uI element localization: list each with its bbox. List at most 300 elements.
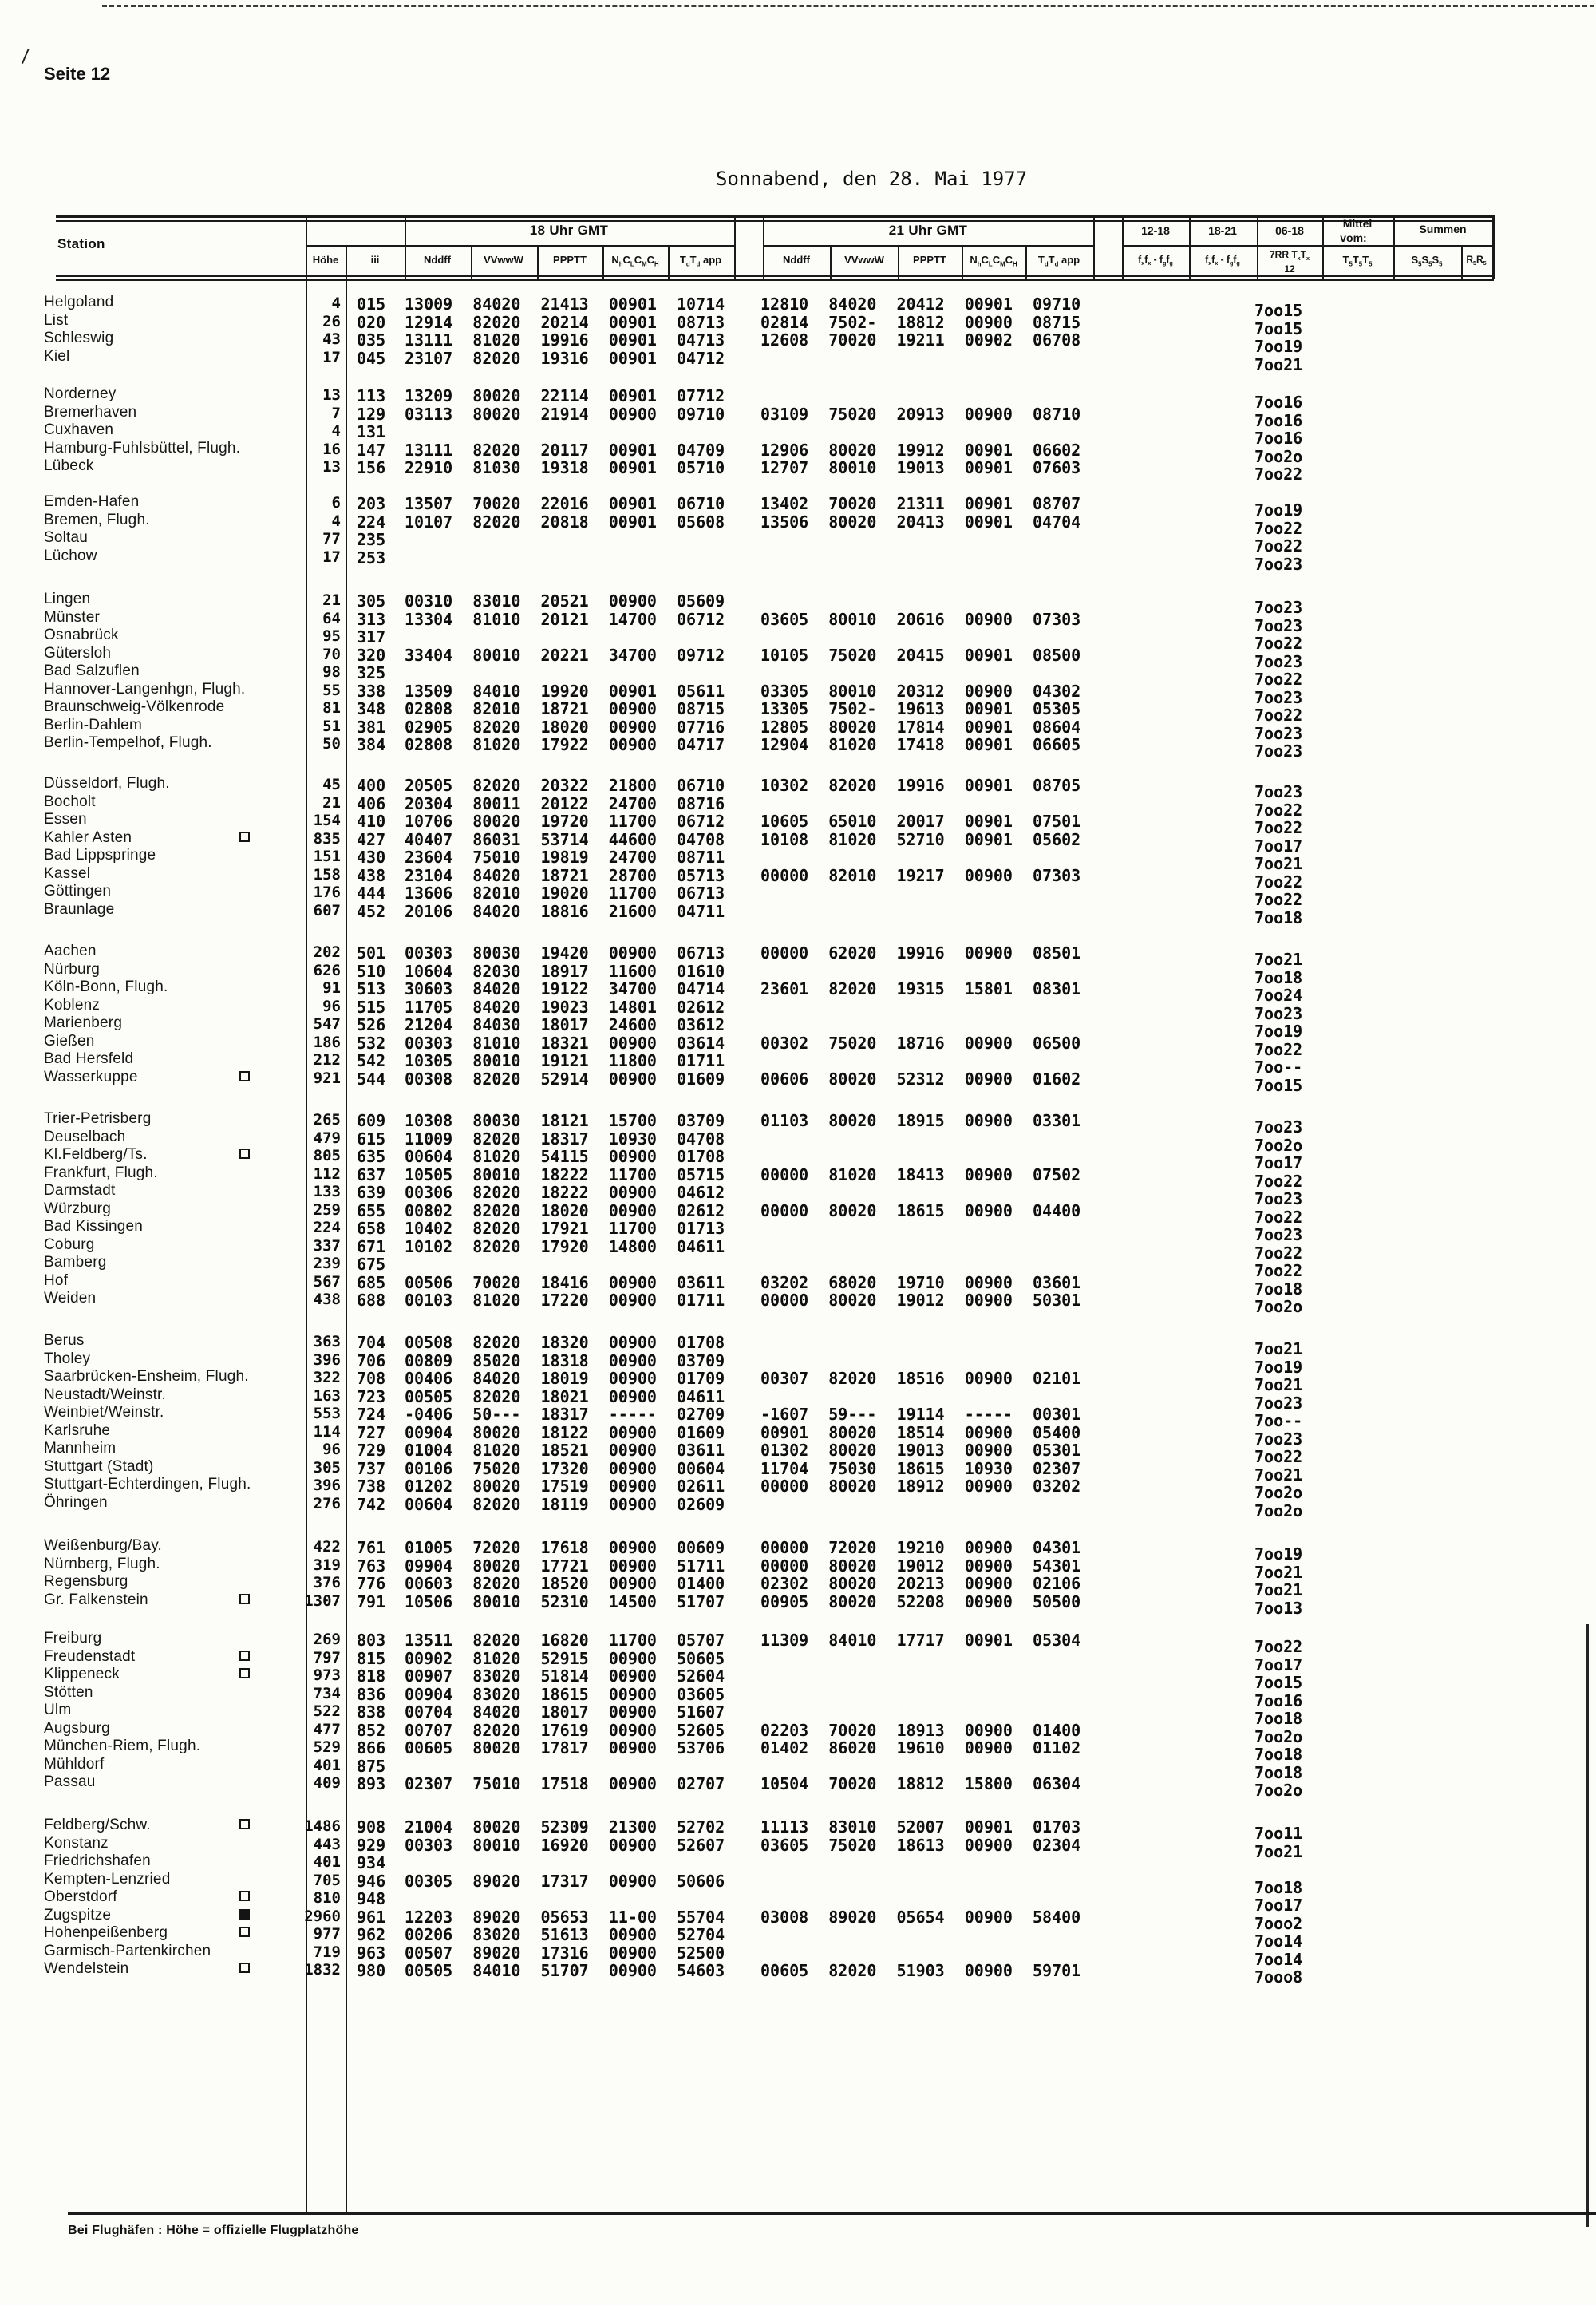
station-name: Gießen <box>44 1032 95 1050</box>
obs-18utc: 02808 82010 18721 00900 08715 <box>405 699 725 718</box>
obs-18utc: 10308 80030 18121 15700 03709 <box>405 1111 725 1130</box>
station-number: 742 <box>357 1494 386 1514</box>
date-title: Sonnabend, den 28. Mai 1977 <box>716 168 1028 190</box>
summen-sub-s5: $S_5S_5S_5$ <box>1411 254 1443 268</box>
precip-maxtemp-group: 7oo11 <box>1254 1824 1303 1843</box>
station-elevation: 977 <box>313 1925 341 1943</box>
station-name: Deuselbach <box>44 1128 126 1145</box>
range-col-18-21: 18-21 <box>1208 224 1237 237</box>
station-elevation: 363 <box>313 1333 341 1350</box>
station-name: Stötten <box>44 1683 93 1701</box>
station-elevation: 4 <box>331 512 341 530</box>
footer-rule <box>68 2212 1596 2215</box>
obs-18utc: 12203 89020 05653 11-00 55704 <box>405 1907 725 1927</box>
station-number: 737 <box>357 1458 386 1478</box>
obs-21utc: 12906 80020 19912 00901 06602 <box>760 440 1081 460</box>
station-row <box>0 1852 1596 1872</box>
station-elevation: 81 <box>322 699 341 717</box>
station-number: 708 <box>357 1369 386 1388</box>
station-elevation: 13 <box>322 458 341 476</box>
station-name: Braunlage <box>44 900 115 918</box>
obs-18utc: 00303 81010 18321 00900 03614 <box>405 1033 725 1053</box>
hdr-v-21u-2 <box>898 245 899 279</box>
obs-18utc: 11705 84020 19023 14801 02612 <box>405 997 725 1017</box>
station-name: Mannheim <box>44 1440 117 1457</box>
station-number: 980 <box>357 1961 386 1980</box>
precip-maxtemp-group: 7oo16 <box>1254 429 1303 448</box>
precip-maxtemp-group: 7oo23 <box>1254 687 1303 707</box>
station-number: 544 <box>357 1069 386 1089</box>
obs-18utc: 00406 84020 18019 00900 01709 <box>405 1369 725 1388</box>
precip-maxtemp-group: 7oo23 <box>1254 1225 1303 1244</box>
station-name: Hohenpeißenberg <box>44 1924 168 1941</box>
station-elevation: 112 <box>313 1164 341 1183</box>
station-elevation: 810 <box>313 1889 341 1907</box>
header-mid-rule-right <box>1122 245 1494 247</box>
summen-header: Summen <box>1419 223 1467 235</box>
station-number: 532 <box>357 1033 386 1053</box>
precip-maxtemp-group: 7oo19 <box>1254 1022 1303 1041</box>
precip-maxtemp-group: 7oo19 <box>1254 337 1303 356</box>
station-number: 430 <box>357 848 386 867</box>
mountain-station-marker <box>239 1071 250 1081</box>
station-elevation: 529 <box>313 1738 341 1756</box>
station-name: Berus <box>44 1332 85 1349</box>
station-row <box>0 1290 1596 1316</box>
station-elevation: 567 <box>313 1272 341 1291</box>
obs-21utc: 03109 75020 20913 00900 08710 <box>760 404 1081 424</box>
station-elevation: 835 <box>313 829 341 848</box>
obs-21utc: 12810 84020 20412 00901 09710 <box>760 295 1081 314</box>
hdr-v-18u-right <box>734 215 736 279</box>
station-elevation: 4 <box>331 295 341 312</box>
obs-21utc: -1607 59--- 19114 ----- 00301 <box>760 1405 1081 1424</box>
station-name: Karlsruhe <box>44 1421 111 1439</box>
station-name: Kl.Feldberg/Ts. <box>44 1146 148 1163</box>
precip-maxtemp-group: 7oo21 <box>1254 950 1303 969</box>
group-header-21utc: 21 Uhr GMT <box>888 223 968 238</box>
station-elevation: 17 <box>322 348 341 366</box>
station-name: Wendelstein <box>44 1960 129 1977</box>
obs-21utc: 03305 80010 20312 00900 04302 <box>760 681 1081 701</box>
station-elevation: 305 <box>313 1458 341 1477</box>
precip-maxtemp-group: 7oo21 <box>1254 354 1303 374</box>
hdr-v-stats-1 <box>1189 215 1191 279</box>
station-name: Bocholt <box>44 793 96 810</box>
obs-18utc: 33404 80010 20221 34700 09712 <box>405 645 725 665</box>
station-number: 875 <box>357 1756 386 1776</box>
station-name: Marienberg <box>44 1014 123 1031</box>
precip-maxtemp-group: 7oo15 <box>1254 1673 1303 1692</box>
station-elevation: 4 <box>331 422 341 440</box>
obs-21utc: 10108 81020 52710 00901 05602 <box>760 829 1081 849</box>
station-elevation: 186 <box>313 1033 341 1051</box>
obs-col-header: $N_hC_LC_MC_H$ <box>611 254 659 268</box>
station-number: 317 <box>357 627 386 646</box>
obs-18utc: 00904 83020 18615 00900 03605 <box>405 1684 725 1704</box>
precip-maxtemp-group: 7oo2o <box>1254 1500 1303 1520</box>
station-elevation: 805 <box>313 1147 341 1164</box>
precip-maxtemp-group: 7oo22 <box>1254 1039 1303 1059</box>
obs-18utc: 00505 82020 18021 00900 04611 <box>405 1386 725 1406</box>
precip-maxtemp-group: 7oo18 <box>1254 967 1303 987</box>
precip-maxtemp-group: 7oo23 <box>1254 741 1303 761</box>
precip-maxtemp-group: 7oo21 <box>1254 1580 1303 1599</box>
mountain-station-marker <box>239 832 250 842</box>
station-number: 655 <box>357 1200 386 1220</box>
station-number: 962 <box>357 1925 386 1944</box>
obs-18utc: 20106 84020 18816 21600 04711 <box>405 901 725 921</box>
station-number: 815 <box>357 1648 386 1668</box>
header-bottom-rule-2 <box>56 279 1494 281</box>
obs-21utc: 13402 70020 21311 00901 08707 <box>760 494 1081 513</box>
station-row <box>0 775 1596 801</box>
obs-18utc: 13209 80020 22114 00901 07712 <box>405 386 725 405</box>
station-number: 635 <box>357 1147 386 1166</box>
station-elevation: 401 <box>313 1756 341 1774</box>
precip-maxtemp-group: 7oo16 <box>1254 393 1303 412</box>
station-elevation: 734 <box>313 1684 341 1702</box>
station-name: Hamburg-Fuhlsbüttel, Flugh. <box>44 439 241 457</box>
obs-18utc: 13509 84010 19920 00901 05611 <box>405 681 725 701</box>
station-elevation: 276 <box>313 1494 341 1512</box>
station-elevation: 259 <box>313 1200 341 1219</box>
precip-maxtemp-group: 7oo-- <box>1254 1411 1303 1430</box>
obs-col-header: $T_dT_d$ app <box>679 254 722 268</box>
precip-maxtemp-group: 7oo18 <box>1254 1709 1303 1728</box>
hdr-v-21u-3 <box>962 245 963 279</box>
hdr-v-mittel-summen <box>1393 215 1395 279</box>
station-row <box>0 547 1596 574</box>
hdr-v-21u-right <box>1093 215 1095 279</box>
precip-maxtemp-group: 7oo21 <box>1254 1465 1303 1485</box>
obs-col-header: VVwwW <box>484 254 523 266</box>
pen-slash-mark: / <box>21 44 30 69</box>
station-number: 147 <box>357 440 386 460</box>
station-elevation: 98 <box>322 663 341 681</box>
obs-18utc: 23107 82020 19316 00901 04712 <box>405 348 725 368</box>
precip-maxtemp-group: 7oo19 <box>1254 1357 1303 1377</box>
obs-18utc: 00310 83010 20521 00900 05609 <box>405 591 725 611</box>
obs-col-header: VVwwW <box>844 254 884 266</box>
station-number: 129 <box>357 404 386 424</box>
station-row <box>0 1368 1596 1394</box>
station-elevation: 96 <box>322 997 341 1015</box>
mountain-station-marker <box>239 1963 250 1973</box>
station-number: 452 <box>357 901 386 921</box>
precip-maxtemp-group: 7oo22 <box>1254 634 1303 653</box>
obs-21utc: 12608 70020 19211 00902 06708 <box>760 330 1081 350</box>
precip-maxtemp-group: 7oo22 <box>1254 890 1303 909</box>
station-elevation: 409 <box>313 1774 341 1792</box>
station-number: 113 <box>357 386 386 405</box>
station-elevation: 7 <box>331 404 341 422</box>
station-number: 706 <box>357 1350 386 1370</box>
station-name: Feldberg/Schw. <box>44 1817 151 1833</box>
mountain-station-marker <box>239 1927 250 1937</box>
station-elevation: 21 <box>322 591 341 609</box>
precip-maxtemp-group: 7oo2o <box>1254 1483 1303 1502</box>
obs-21utc: 00000 80020 18912 00900 03202 <box>760 1477 1081 1496</box>
station-name: Cuxhaven <box>44 421 114 438</box>
obs-21utc: 00606 80020 52312 00900 01602 <box>760 1069 1081 1089</box>
station-number: 203 <box>357 494 386 513</box>
station-number: 338 <box>357 681 386 701</box>
station-name: Frankfurt, Flugh. <box>44 1164 158 1181</box>
station-number: 400 <box>357 776 386 795</box>
station-name: Freudenstadt <box>44 1647 136 1665</box>
station-number: 542 <box>357 1051 386 1070</box>
station-elevation: 322 <box>313 1369 341 1386</box>
station-elevation: 224 <box>313 1219 341 1236</box>
obs-18utc: 00306 82020 18222 00900 04612 <box>405 1183 725 1202</box>
mountain-station-marker <box>239 1891 250 1901</box>
station-number: 776 <box>357 1574 386 1593</box>
station-elevation: 401 <box>313 1853 341 1871</box>
station-elevation: 396 <box>313 1477 341 1494</box>
station-name: Bad Kissingen <box>44 1218 144 1235</box>
station-row <box>0 734 1596 761</box>
precip-maxtemp-group: 7oo22 <box>1254 518 1303 538</box>
station-name: Münster <box>44 608 101 626</box>
precip-maxtemp-group: 7oo16 <box>1254 1690 1303 1710</box>
obs-18utc: 13606 82010 19020 11700 06713 <box>405 884 725 903</box>
station-number: 320 <box>357 645 386 665</box>
mittel-header-line2: vom: <box>1340 231 1367 244</box>
station-number: 637 <box>357 1164 386 1184</box>
station-number: 963 <box>357 1943 386 1963</box>
hdr-v-iii-right <box>405 215 406 279</box>
station-name: Göttingen <box>44 883 112 899</box>
obs-18utc: 13511 82020 16820 11700 05707 <box>405 1631 725 1650</box>
precip-maxtemp-group: 7oo19 <box>1254 1544 1303 1564</box>
station-name: Bamberg <box>44 1254 107 1271</box>
precip-maxtemp-group: 7oo22 <box>1254 800 1303 820</box>
precip-maxtemp-group: 7oo18 <box>1254 1877 1303 1897</box>
obs-18utc: 00707 82020 17619 00900 52605 <box>405 1720 725 1740</box>
obs-18utc: 02307 75010 17518 00900 02707 <box>405 1774 725 1793</box>
precip-maxtemp-group: 7oo22 <box>1254 1261 1303 1280</box>
obs-21utc: 11113 83010 52007 00901 01703 <box>760 1817 1081 1836</box>
station-number: 615 <box>357 1129 386 1149</box>
station-name: Augsburg <box>44 1719 110 1737</box>
hdr-v-21u-left <box>763 215 764 279</box>
precip-maxtemp-group: 7oo23 <box>1254 1003 1303 1023</box>
precip-maxtemp-group: 7oo21 <box>1254 1375 1303 1394</box>
station-row <box>0 900 1596 927</box>
obs-21utc: 00000 80020 19012 00900 54301 <box>760 1556 1081 1576</box>
obs-18utc: 00505 84010 51707 00900 54603 <box>405 1961 725 1980</box>
precip-maxtemp-group: 7oo23 <box>1254 1189 1303 1208</box>
obs-18utc: 23604 75010 19819 24700 08711 <box>405 848 725 867</box>
station-number: 727 <box>357 1422 386 1442</box>
station-number: 763 <box>357 1556 386 1576</box>
station-number: 866 <box>357 1738 386 1757</box>
precip-maxtemp-group: 7oo17 <box>1254 836 1303 856</box>
station-name: Gütersloh <box>44 644 112 662</box>
obs-21utc: 12707 80010 19013 00901 07603 <box>760 458 1081 477</box>
station-number: 020 <box>357 312 386 332</box>
obs-21utc: 00302 75020 18716 00900 06500 <box>760 1033 1081 1053</box>
station-elevation: 158 <box>313 865 341 884</box>
station-elevation: 921 <box>313 1069 341 1087</box>
hdr-v-stats-left <box>1122 215 1124 279</box>
precip-maxtemp-group: 7oo21 <box>1254 1339 1303 1358</box>
precip-maxtemp-group: 7oo22 <box>1254 1207 1303 1227</box>
station-name: Garmisch-Partenkirchen <box>44 1942 211 1959</box>
station-number: 761 <box>357 1538 386 1557</box>
range-col-12-18-sub: $f_xf_x - f_gf_g$ <box>1138 254 1173 267</box>
obs-21utc: 01103 80020 18915 00900 03301 <box>760 1111 1081 1130</box>
station-name: Zugspitze <box>44 1906 112 1923</box>
station-row <box>0 347 1596 374</box>
obs-18utc: 23104 84020 18721 28700 05713 <box>405 865 725 885</box>
station-elevation: 239 <box>313 1255 341 1272</box>
obs-18utc: 00303 80030 19420 00900 06713 <box>405 943 725 963</box>
footnote: Bei Flughäfen : Höhe = offizielle Flugplatzhöhe <box>68 2224 359 2237</box>
precip-maxtemp-group: 7oo22 <box>1254 1637 1303 1656</box>
station-number: 609 <box>357 1111 386 1130</box>
precip-maxtemp-group: 7oo-- <box>1254 1058 1303 1077</box>
station-name: Kassel <box>44 864 91 882</box>
precip-maxtemp-group: 7oo2o <box>1254 1297 1303 1316</box>
obs-18utc: 10102 82020 17920 14800 04611 <box>405 1236 725 1256</box>
obs-18utc: 10107 82020 20818 00901 05608 <box>405 512 725 532</box>
header-top-rule-2 <box>56 220 1494 222</box>
mountain-station-marker <box>239 1594 250 1604</box>
station-number: 838 <box>357 1702 386 1722</box>
station-name: Bremerhaven <box>44 403 137 421</box>
station-elevation: 479 <box>313 1129 341 1147</box>
station-elevation: 21 <box>322 793 341 812</box>
station-name: Freiburg <box>44 1630 102 1647</box>
station-elevation: 522 <box>313 1702 341 1720</box>
station-number: 444 <box>357 884 386 903</box>
station-elevation: 269 <box>313 1631 341 1648</box>
obs-18utc: 00704 84020 18017 00900 51607 <box>405 1702 725 1722</box>
station-name: Bad Lippspringe <box>44 847 156 864</box>
station-name: Weißenburg/Bay. <box>44 1537 163 1554</box>
header-top-rule-1 <box>56 215 1494 218</box>
precip-maxtemp-group: 7oo22 <box>1254 1447 1303 1466</box>
station-name: Gr. Falkenstein <box>44 1591 148 1608</box>
station-elevation: 438 <box>313 1291 341 1308</box>
obs-21utc: 01302 80020 19013 00900 05301 <box>760 1441 1081 1460</box>
obs-18utc: 12914 82020 20214 00901 08713 <box>405 312 725 332</box>
station-elevation: 151 <box>313 848 341 865</box>
station-name: Soltau <box>44 529 89 546</box>
range-col-06-18-sub: 7RR $T_xT_x$ <box>1269 249 1310 263</box>
station-name: Passau <box>44 1773 96 1790</box>
station-number: 015 <box>357 295 386 314</box>
obs-18utc: 13009 84020 21413 00901 10714 <box>405 295 725 314</box>
station-elevation: 396 <box>313 1350 341 1369</box>
obs-18utc: 01005 72020 17618 00900 00609 <box>405 1538 725 1557</box>
station-row <box>0 1573 1596 1599</box>
obs-21utc: 10302 82020 19916 00901 08705 <box>760 776 1081 795</box>
station-elevation: 51 <box>322 717 341 735</box>
obs-18utc: 02808 81020 17922 00900 04717 <box>405 735 725 754</box>
hdr-v-stats-3 <box>1322 215 1324 279</box>
station-number: 791 <box>357 1591 386 1611</box>
precip-maxtemp-group: 7oo15 <box>1254 318 1303 338</box>
station-elevation: 50 <box>322 735 341 753</box>
station-name: Stuttgart-Echterdingen, Flugh. <box>44 1476 251 1493</box>
station-elevation: 2960 <box>304 1907 341 1925</box>
precip-maxtemp-group: 7oo23 <box>1254 598 1303 617</box>
station-name: Oberstdorf <box>44 1888 117 1905</box>
station-elevation: 1832 <box>304 1961 341 1979</box>
obs-21utc: 03605 80010 20616 00900 07303 <box>760 609 1081 629</box>
hdr-v-18u-3 <box>602 245 604 279</box>
station-row <box>0 1218 1596 1244</box>
precip-maxtemp-group: 7oo23 <box>1254 554 1303 574</box>
obs-21utc: 11309 84010 17717 00901 05304 <box>760 1631 1081 1650</box>
station-number: 410 <box>357 812 386 831</box>
obs-18utc: 00902 81020 52915 00900 50605 <box>405 1648 725 1668</box>
station-elevation: 443 <box>313 1835 341 1853</box>
station-number: 035 <box>357 330 386 350</box>
top-edge-dashed-line <box>102 5 1594 7</box>
obs-18utc: 00605 80020 17817 00900 53706 <box>405 1738 725 1757</box>
obs-18utc: 11009 82020 18317 10930 04708 <box>405 1129 725 1149</box>
station-name: Hannover-Langenhgn, Flugh. <box>44 680 246 698</box>
station-row <box>0 1960 1596 1987</box>
precip-maxtemp-group: 7oo15 <box>1254 301 1303 320</box>
station-elevation: 376 <box>313 1574 341 1591</box>
precip-maxtemp-group: 7oo22 <box>1254 465 1303 484</box>
station-name: Berlin-Dahlem <box>44 716 142 733</box>
station-elevation: 1307 <box>304 1591 341 1610</box>
station-number: 501 <box>357 943 386 963</box>
obs-21utc: 00000 82010 19217 00900 07303 <box>760 865 1081 885</box>
summit-station-marker-filled <box>239 1909 250 1920</box>
obs-18utc: 10604 82030 18917 11600 01610 <box>405 961 725 981</box>
precip-maxtemp-group: 7oo22 <box>1254 706 1303 725</box>
group-header-18utc: 18 Uhr GMT <box>529 223 609 238</box>
precip-maxtemp-group: 7oo2o <box>1254 1781 1303 1800</box>
obs-21utc: 03008 89020 05654 00900 58400 <box>760 1907 1081 1927</box>
station-elevation: 797 <box>313 1648 341 1666</box>
station-elevation: 163 <box>313 1386 341 1405</box>
station-name: Schleswig <box>44 330 114 346</box>
summen-sub-r5: $R_5R_5$ <box>1466 254 1487 267</box>
station-number: 688 <box>357 1291 386 1310</box>
station-elevation: 91 <box>322 979 341 997</box>
obs-18utc: 00303 80010 16920 00900 52607 <box>405 1835 725 1855</box>
station-name: Lübeck <box>44 457 94 474</box>
station-number: 723 <box>357 1386 386 1406</box>
hdr-v-18u-2 <box>537 245 539 279</box>
precip-maxtemp-group: 7oo13 <box>1254 1598 1303 1618</box>
page-number-label: Seite 12 <box>44 64 111 84</box>
station-name: Bad Hersfeld <box>44 1050 134 1067</box>
obs-18utc: 00106 75020 17320 00900 00604 <box>405 1458 725 1478</box>
mountain-station-marker <box>239 1651 250 1661</box>
station-elevation: 13 <box>322 386 341 404</box>
mountain-station-marker <box>239 1149 250 1159</box>
mountain-station-marker <box>239 1819 250 1829</box>
precip-maxtemp-group: 7oo19 <box>1254 500 1303 520</box>
obs-18utc: 40407 86031 53714 44600 04708 <box>405 829 725 849</box>
precip-maxtemp-group: 7oo23 <box>1254 782 1303 801</box>
obs-18utc: 10505 80010 18222 11700 05715 <box>405 1164 725 1184</box>
obs-18utc: 01004 81020 18521 00900 03611 <box>405 1441 725 1460</box>
station-elevation: 16 <box>322 440 341 458</box>
obs-21utc: 00000 81020 18413 00900 07502 <box>760 1164 1081 1184</box>
obs-18utc: 00103 81020 17220 00900 01711 <box>405 1291 725 1310</box>
obs-18utc: -0406 50--- 18317 ----- 02709 <box>405 1405 725 1424</box>
